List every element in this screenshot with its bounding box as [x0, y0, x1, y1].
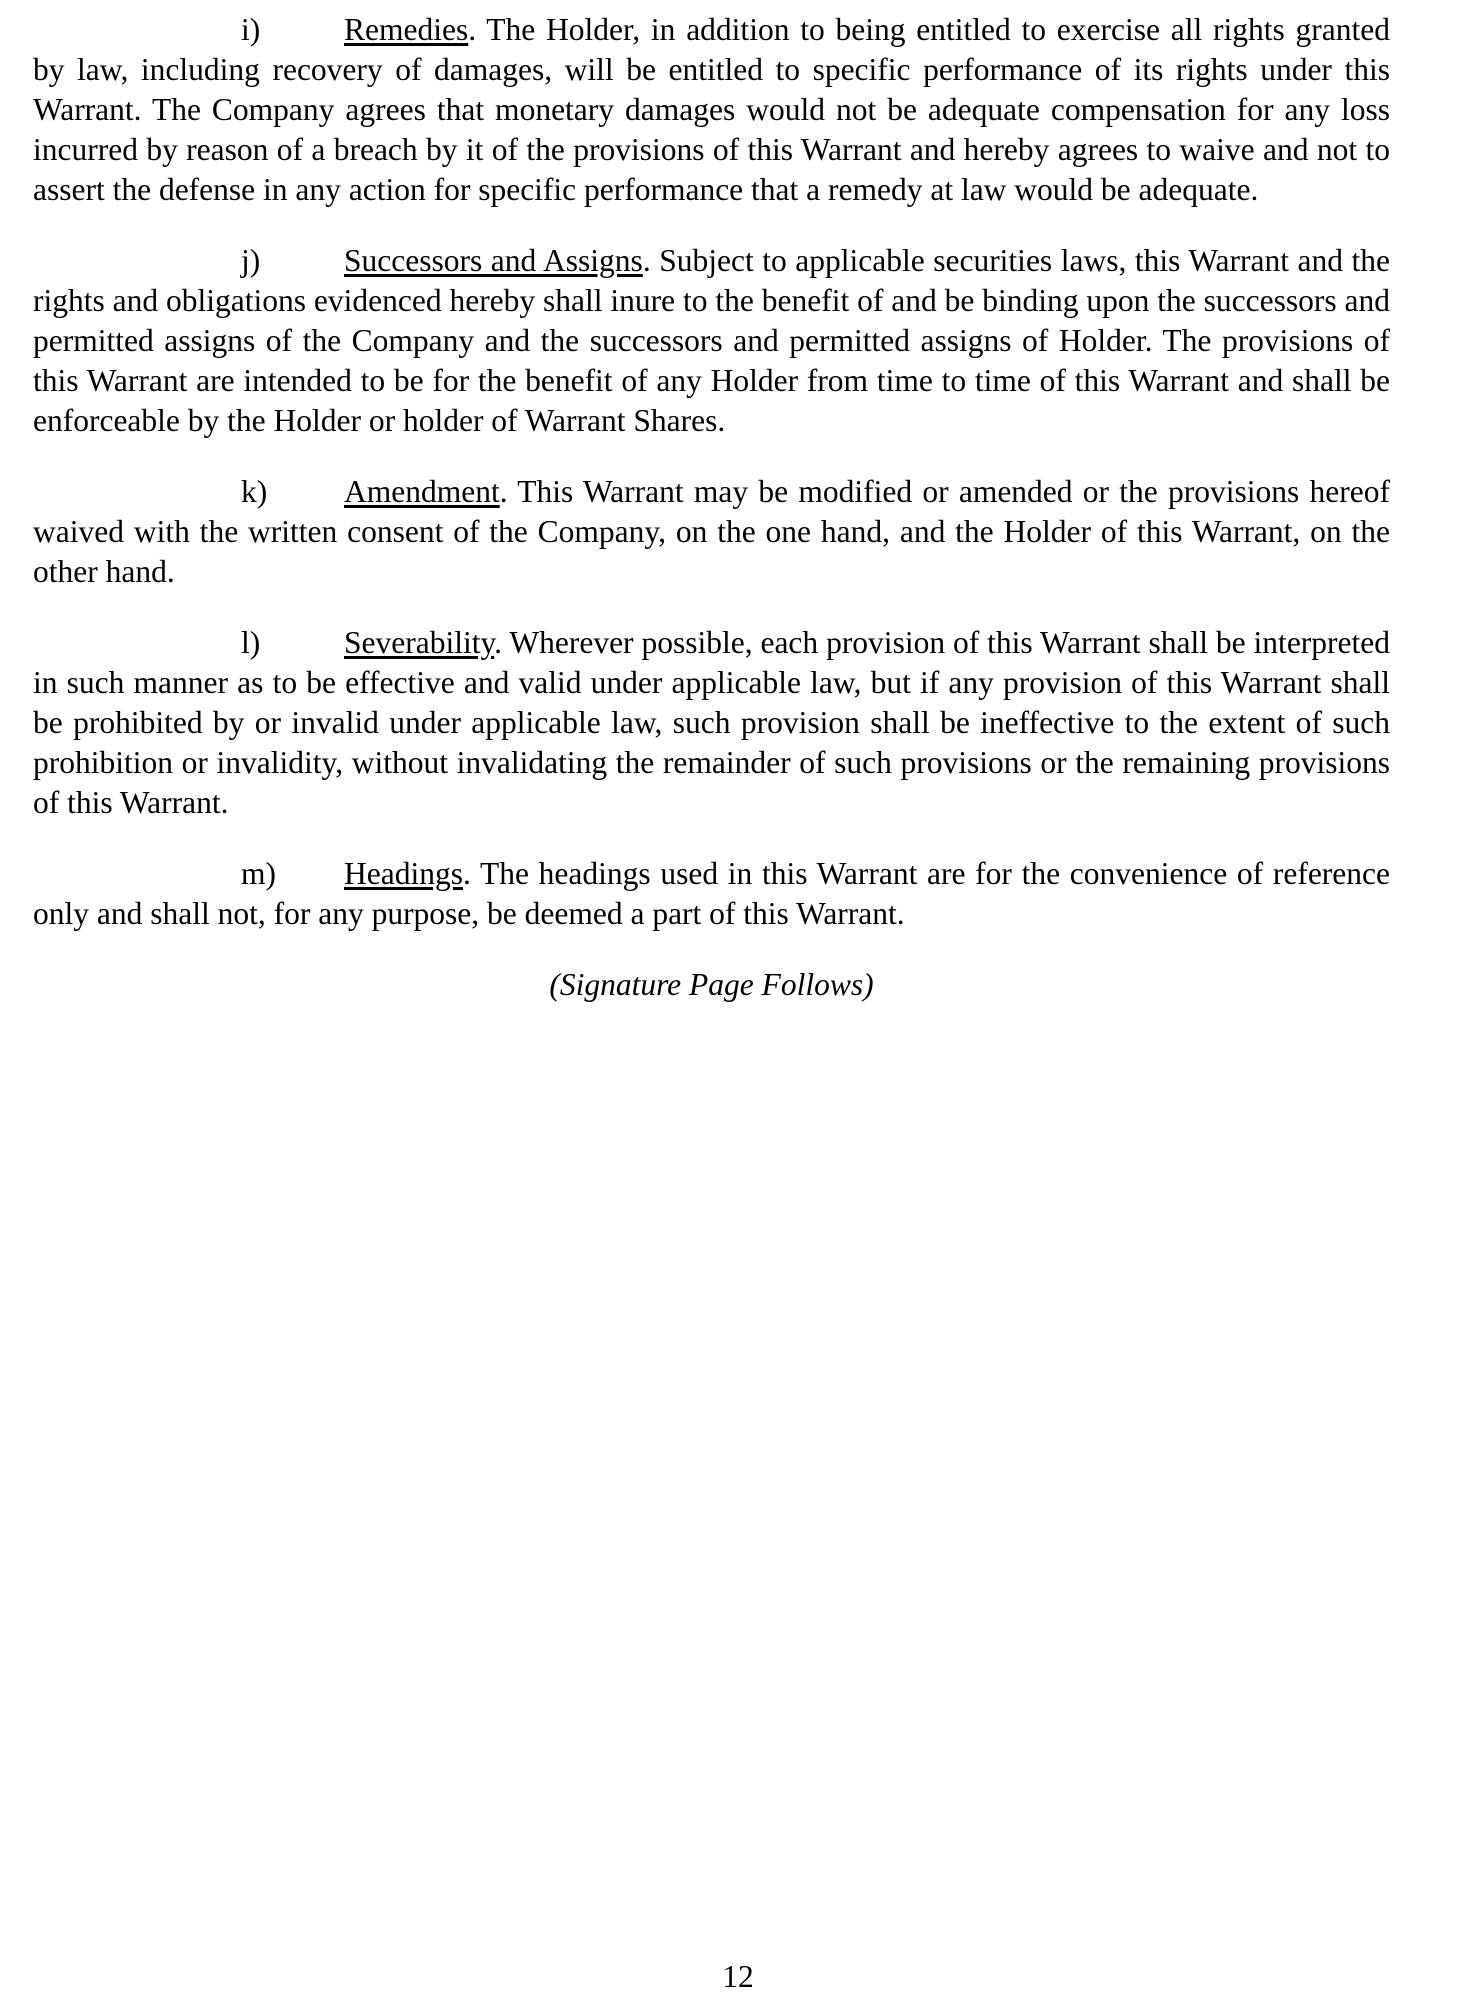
signature-page-note: (Signature Page Follows) — [549, 967, 874, 1002]
section-text: . This Warrant may be modified or amended or the provisions hereof waived with the written consent of the Company, on the one hand, and the Holder of this Warrant, on the other hand. — [33, 474, 1390, 589]
section-remedies — [33, 10, 1390, 210]
section-successors-and-assigns — [33, 241, 1390, 441]
section-number: l) — [241, 625, 261, 660]
section-text: . Wherever possible, each provision of this Warrant shall be interpreted in such manner as to be effective and valid under applicable law, but if any provision of this Warrant shall be prohibited by or invalid under applicable law, such provision shall be ineffective to the extent of such prohibition or invalidity, without invalidating the remainder of such provisions or the remaining provisions of this Warrant. — [33, 625, 1390, 820]
page-number: 12 — [722, 1959, 754, 1994]
section-heading: Remedies — [344, 12, 469, 47]
section-text: . Subject to applicable securities laws, this Warrant and the rights and obligations evidenced hereby shall inure to the benefit of and be binding upon the successors and permitted assigns of the Company and the successors and permitted assigns of Holder. The provisions of this Warrant are intended to be for the benefit of any Holder from time to time of this Warrant and shall be enforceable by the Holder or holder of Warrant Shares. — [33, 243, 1391, 438]
section-heading: Amendment — [344, 474, 500, 509]
section-number: k) — [241, 474, 268, 509]
section-heading: Successors and Assigns — [344, 243, 643, 278]
section-amendment — [33, 472, 1390, 592]
section-number: i) — [241, 12, 261, 47]
section-severability — [33, 623, 1390, 823]
section-headings — [33, 854, 1390, 934]
section-text: . The headings used in this Warrant are for the convenience of reference only and shall not, for any purpose, be deemed a part of this Warrant. — [33, 856, 1390, 931]
document-body — [33, 10, 1390, 1005]
section-number: m) — [241, 856, 276, 891]
section-text: . The Holder, in addition to being entitled to exercise all rights granted by law, including recovery of damages, will be entitled to specific performance of its rights under this Warrant. The Company agrees that monetary damages would not be adequate compensation for any loss incurred by reason of a breach by it of the provisions of this Warrant and hereby agrees to waive and not to assert the defense in any action for specific performance that a remedy at law would be adequate. — [33, 12, 1390, 207]
section-heading: Headings — [344, 856, 463, 891]
section-heading: Severability — [344, 625, 495, 660]
section-number: j) — [241, 243, 261, 278]
